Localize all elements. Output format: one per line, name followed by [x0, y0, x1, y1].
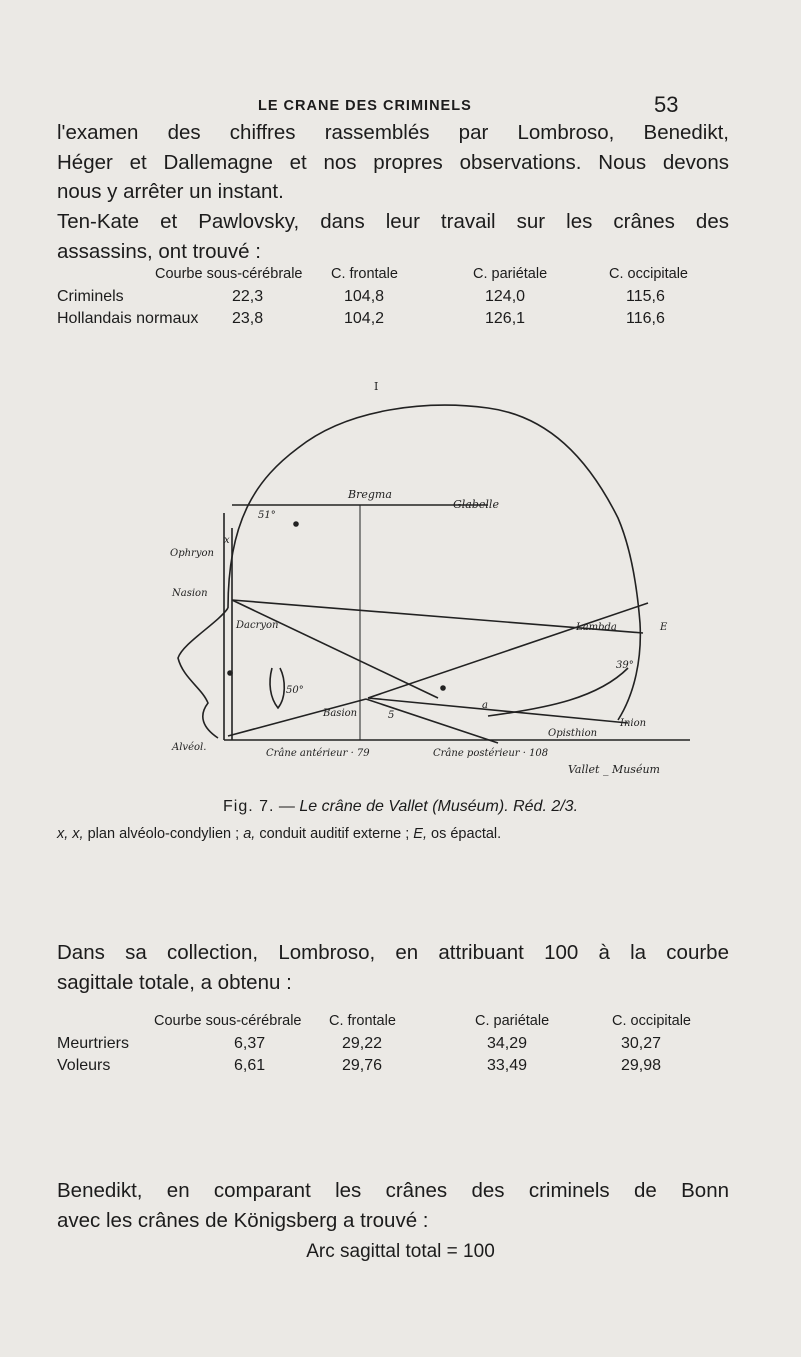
text-line: avec les crânes de Königsberg a trouvé : — [57, 1208, 429, 1232]
label-glabelle: Glabelle — [453, 498, 499, 511]
label-opisthion: Opisthion — [548, 728, 598, 739]
auditory-canal — [270, 668, 284, 708]
text-line: assassins, ont trouvé : — [57, 239, 261, 263]
table-cell: 104,8 — [344, 288, 385, 305]
text-line: nous y arrêter un instant. — [57, 180, 284, 203]
legend-key: a, — [243, 826, 256, 842]
text-line: sagittale totale, a obtenu : — [57, 970, 292, 994]
text-line: Dans sa collection, Lombroso, en attribuant 100 à la courbe — [57, 941, 729, 964]
table-row — [57, 1057, 717, 1079]
label-angle: 50° — [286, 685, 304, 696]
base-curve-line — [366, 699, 498, 743]
table-cell: 6,61 — [234, 1057, 266, 1074]
legend-text: plan alvéolo-condylien ; — [83, 826, 244, 842]
table-header-row — [57, 266, 717, 288]
paragraph-ten-kate — [57, 207, 729, 266]
row-label: Voleurs — [57, 1057, 111, 1074]
table-ten-kate — [57, 266, 717, 332]
table-row — [57, 288, 717, 310]
legend-text: os épactal. — [427, 826, 502, 842]
column-header: C. frontale — [329, 1013, 396, 1029]
column-header: C. occipitale — [609, 266, 688, 282]
table-row — [57, 1035, 717, 1057]
label-angle: 39° — [616, 660, 634, 671]
legend-key: E, — [413, 826, 427, 842]
paragraph-intro — [57, 118, 729, 207]
point-mark — [228, 671, 232, 675]
table-cell: 126,1 — [485, 310, 526, 327]
label-crane-posterieur: Crâne postérieur · 108 — [433, 748, 549, 759]
table-cell: 30,27 — [621, 1035, 662, 1052]
skull-outline — [228, 405, 640, 720]
label-alveolar: Alvéol. — [172, 742, 207, 753]
table-row — [57, 310, 717, 332]
table-cell: 104,2 — [344, 310, 385, 327]
text-line: Ten-Kate et Pawlovsky, dans leur travail sur les crânes des — [57, 210, 729, 233]
label-i: I — [374, 380, 379, 393]
occipital-curve — [488, 668, 628, 716]
face-profile — [178, 608, 228, 738]
running-head: LE CRANE DES CRIMINELS — [258, 98, 472, 114]
figure-legend — [57, 826, 501, 842]
row-label: Meurtriers — [57, 1035, 130, 1052]
paragraph-lombroso — [57, 938, 729, 997]
table-cell: 115,6 — [626, 288, 665, 305]
table-cell: 22,3 — [232, 288, 264, 305]
label-lambda: Lambda — [576, 622, 617, 633]
column-header: Courbe sous-cérébrale — [154, 1013, 302, 1029]
text-line: Benedikt, en comparant les crânes des criminels de Bonn — [57, 1179, 729, 1202]
label-dacryon: Dacryon — [236, 620, 279, 631]
table-cell: 6,37 — [234, 1035, 266, 1052]
table-cell: 29,22 — [342, 1035, 383, 1052]
table-cell: 33,49 — [487, 1057, 528, 1074]
point-mark — [441, 686, 445, 690]
formula: Arc sagittal total = 100 — [306, 1241, 495, 1262]
column-header: Courbe sous-cérébrale — [155, 266, 303, 282]
table-cell: 124,0 — [485, 288, 526, 305]
label-crane-anterieur: Crâne antérieur · 79 — [266, 748, 370, 759]
label-a: a — [482, 700, 488, 711]
table-lombroso — [57, 1013, 717, 1079]
label-basion: Basion — [323, 708, 358, 719]
label-bregma: Bregma — [348, 488, 392, 501]
page-number: 53 — [654, 92, 679, 117]
basion-inion-line — [368, 698, 628, 723]
skull-diagram — [170, 368, 728, 788]
label-signature: Vallet _ Muséum — [568, 763, 660, 776]
column-header: C. occipitale — [612, 1013, 691, 1029]
caption-dash: — — [278, 798, 295, 815]
label-e: E — [660, 622, 668, 633]
figure-number: Fig. 7. — [222, 798, 275, 815]
column-header: C. pariétale — [475, 1013, 550, 1029]
table-cell: 23,8 — [232, 310, 264, 327]
label-mark: 5 — [388, 710, 395, 721]
table-header-row — [57, 1013, 717, 1035]
text-line: Héger et Dallemagne et nos propres observations. Nous devons — [57, 150, 729, 174]
column-header: C. pariétale — [473, 266, 548, 282]
label-x: x — [224, 535, 230, 546]
label-angle: 51° — [258, 510, 276, 521]
paragraph-benedikt — [57, 1176, 729, 1235]
figure-title: Le crâne de Vallet (Muséum). Réd. 2/3. — [299, 798, 579, 815]
table-cell: 29,98 — [621, 1057, 662, 1074]
label-ophryon: Ophryon — [170, 548, 214, 559]
figure-caption — [0, 798, 801, 816]
column-header: C. frontale — [331, 266, 398, 282]
text-line: l'examen des chiffres rassemblés par Lombroso, Benedikt, — [57, 121, 729, 144]
table-cell: 34,29 — [487, 1035, 528, 1052]
label-nasion: Nasion — [172, 588, 208, 599]
table-cell: 116,6 — [626, 310, 665, 327]
legend-key: x, x, — [57, 826, 84, 842]
row-label: Hollandais normaux — [57, 310, 199, 327]
table-cell: 29,76 — [342, 1057, 383, 1074]
point-mark — [294, 522, 298, 526]
label-inion: Inion — [620, 718, 647, 729]
legend-text: conduit auditif externe ; — [255, 826, 414, 842]
row-label: Criminels — [57, 288, 124, 305]
